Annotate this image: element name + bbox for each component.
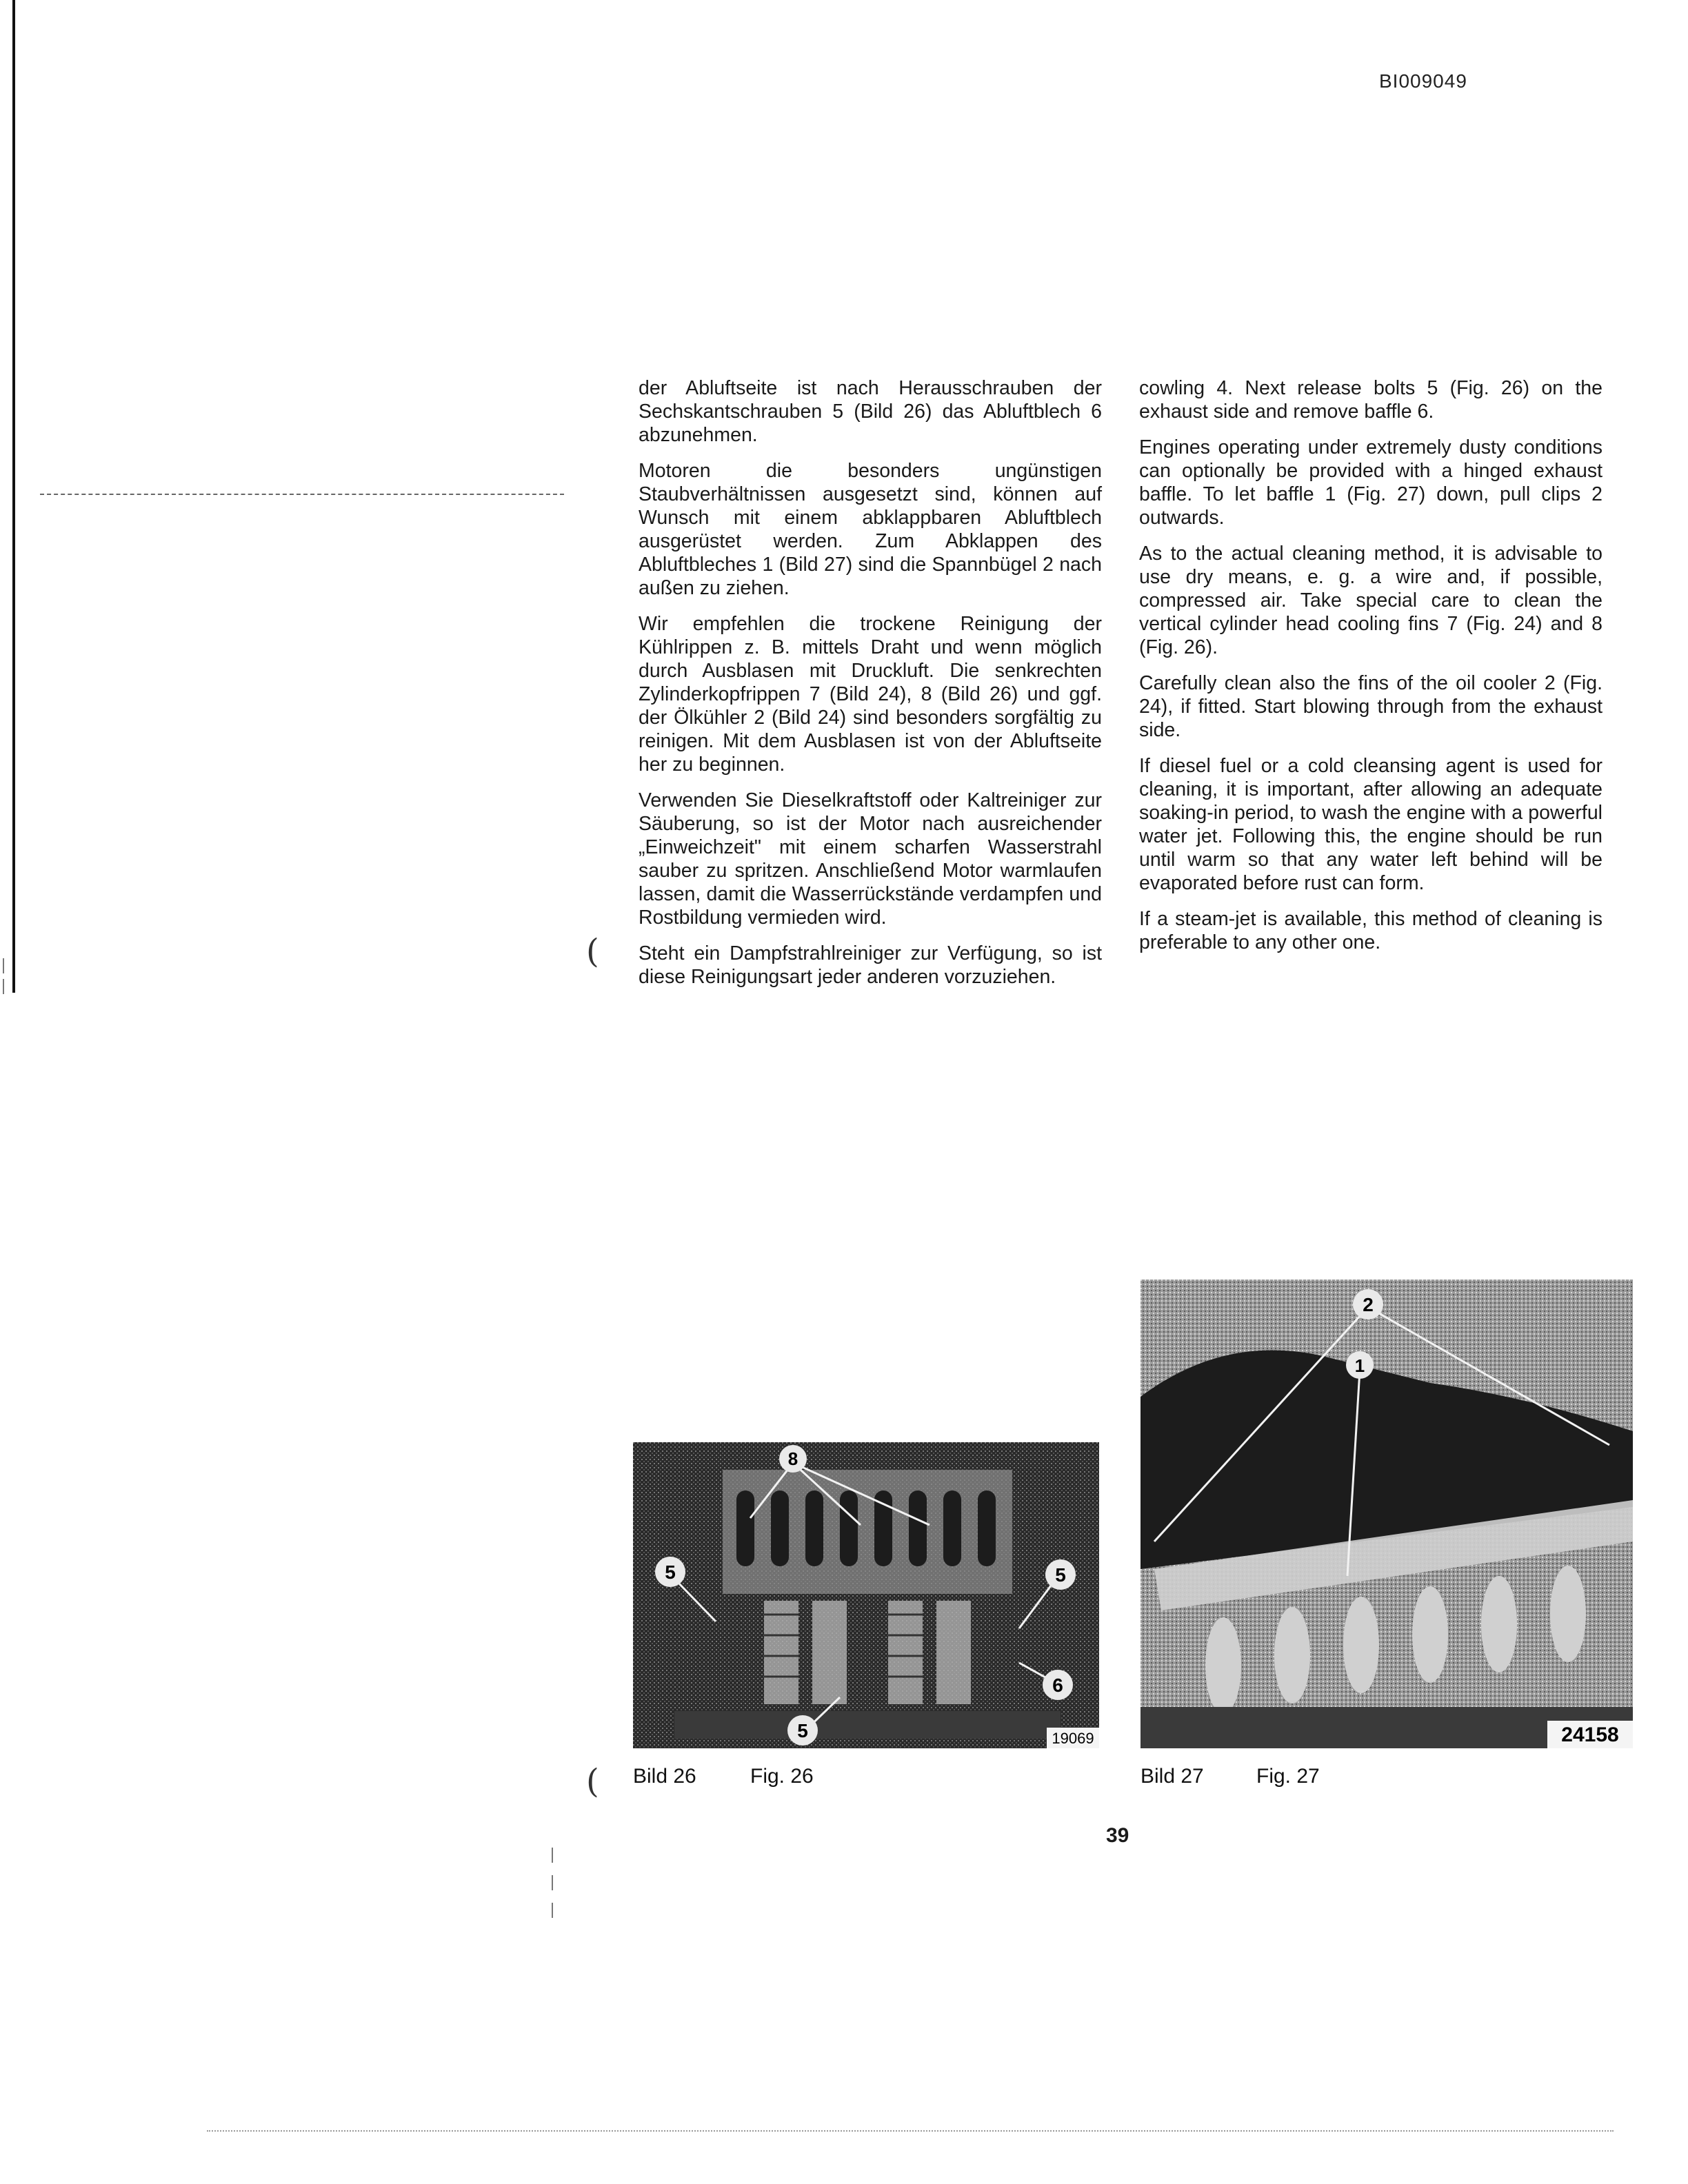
english-paragraph: Carefully clean also the fins of the oil cooler 2 (Fig. 24), if fitted. Start blowing through from the exhaust side. [1139, 672, 1602, 741]
german-paragraph: der Abluftseite ist nach Herausschrauben der Sechskantschrauben 5 (Bild 26) das Abluftblech 6 abzunehmen. [639, 377, 1102, 446]
margin-paren-mark: ( [586, 932, 599, 971]
callout-5-left-fig26: 5 [665, 1561, 676, 1583]
german-paragraph: Motoren die besonders ungünstigen Staubverhältnissen ausgesetzt sind, können auf Wunsch mit einem abklappbaren Abluftblech ausgerüstet werden. Zum Abklappen des Abluftbleches 1 (Bild 27) sind die Spannbügel 2 nach außen zu ziehen. [639, 460, 1102, 599]
page-number: 39 [1106, 1824, 1129, 1847]
scan-artifact-dotted-line [207, 2130, 1614, 2132]
margin-tick [3, 958, 4, 973]
image-number-fig26: 19069 [1052, 1730, 1094, 1747]
figure-27-illustration [1141, 1280, 1633, 1748]
figure-26-photo [633, 1442, 1099, 1748]
german-text-column [639, 376, 1102, 1001]
english-paragraph: As to the actual cleaning method, it is advisable to use dry means, e. g. a wire and, if possible, compressed air. Take special care to clean the vertical cylinder head cooling fins 7 (Fig. 24) and 8 (Fig. 26). [1139, 543, 1602, 658]
margin-tick [552, 1875, 553, 1890]
english-text-column [1139, 376, 1602, 967]
callout-8-fig26: 8 [787, 1448, 798, 1469]
german-paragraph: Steht ein Dampfstrahlreiniger zur Verfügung, so ist diese Reinigungsart jeder anderen vorzuziehen. [639, 942, 1102, 988]
image-number-fig27: 24158 [1561, 1723, 1619, 1746]
document-id: BI009049 [1379, 70, 1467, 92]
caption-bild-27: Bild 27 [1141, 1765, 1204, 1788]
caption-bild-26: Bild 26 [633, 1765, 696, 1788]
figure-27-photo [1141, 1280, 1633, 1748]
callout-2-fig27: 2 [1363, 1294, 1374, 1315]
margin-tick [552, 1848, 553, 1863]
margin-tick [3, 979, 4, 994]
figure-26-illustration [633, 1442, 1099, 1748]
english-paragraph: cowling 4. Next release bolts 5 (Fig. 26) on the exhaust side and remove baffle 6. [1139, 377, 1602, 423]
caption-fig-26: Fig. 26 [750, 1765, 814, 1788]
dashed-rule [40, 494, 564, 495]
callout-1-fig27: 1 [1354, 1355, 1365, 1376]
caption-fig-27: Fig. 27 [1256, 1765, 1320, 1788]
callout-5-bottom-fig26: 5 [797, 1720, 808, 1741]
callout-6-fig26: 6 [1052, 1675, 1063, 1696]
page-edge-line [12, 0, 15, 993]
english-paragraph: Engines operating under extremely dusty conditions can optionally be provided with a hinged exhaust baffle. To let baffle 1 (Fig. 27) down, pull clips 2 outwards. [1139, 436, 1602, 529]
german-paragraph: Verwenden Sie Dieselkraftstoff oder Kaltreiniger zur Säuberung, so ist der Motor nach ausreichender „Einweichzeit" mit einem scharfen Wasserstrahl sauber zu spritzen. Anschließend Motor warmlaufen lassen, damit die Wasserrückstände verdampfen und Rostbildung vermieden wird. [639, 789, 1102, 929]
english-paragraph: If a steam-jet is available, this method of cleaning is preferable to any other one. [1139, 908, 1602, 953]
german-paragraph: Wir empfehlen die trockene Reinigung der Kühlrippen z. B. mittels Draht und wenn möglich durch Ausblasen mit Druckluft. Die senkrechten Zylinderkopfrippen 7 (Bild 24), 8 (Bild 26) und ggf. der Ölkühler 2 (Bild 24) sind besonders sorgfältig zu reinigen. Mit dem Ausblasen ist von der Abluftseite her zu beginnen. [639, 613, 1102, 776]
callout-5-right-fig26: 5 [1055, 1564, 1066, 1586]
english-paragraph: If diesel fuel or a cold cleansing agent is used for cleaning, it is important, after allowing an adequate soaking-in period, to wash the engine with a powerful water jet. Following this, the engine should be run until warm so that any water left behind will be evaporated before rust can form. [1139, 755, 1602, 894]
margin-tick [552, 1903, 553, 1918]
margin-paren-mark: ( [586, 1762, 599, 1801]
